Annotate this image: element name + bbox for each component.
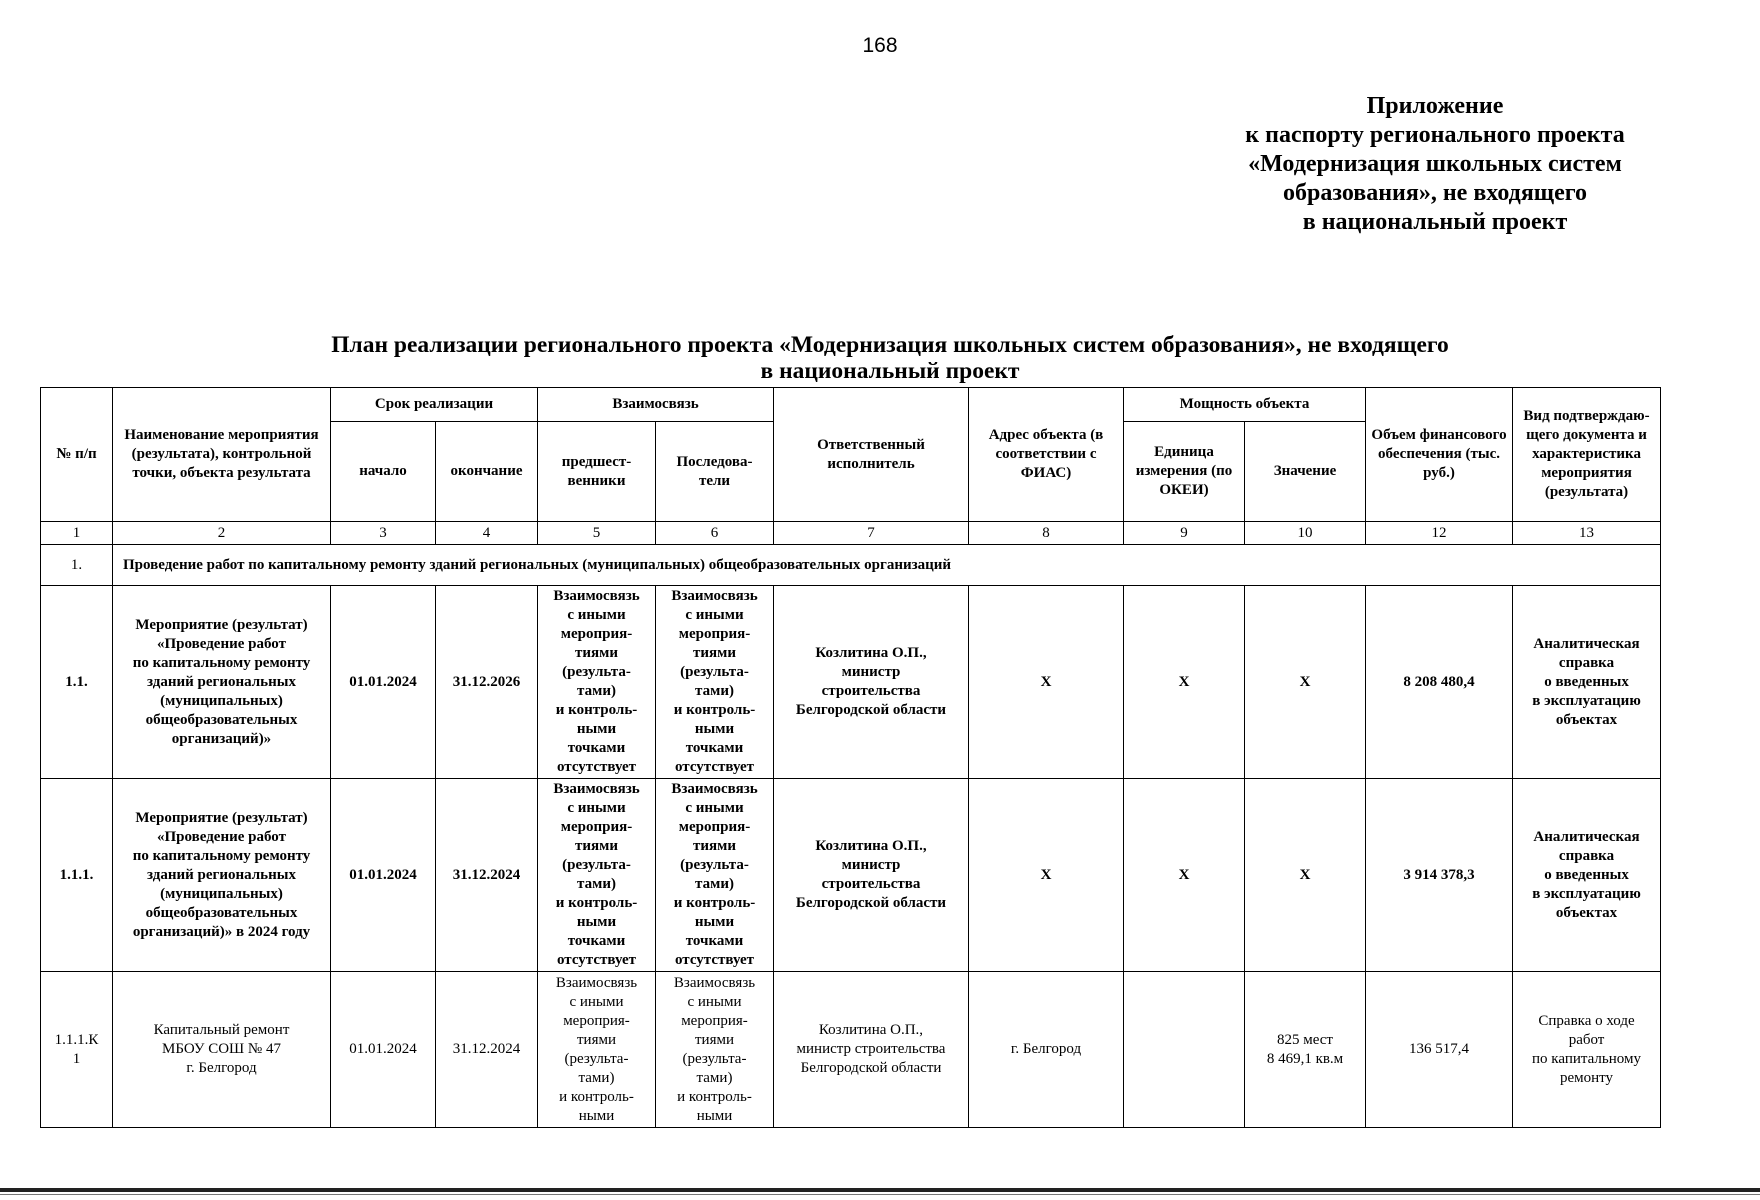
appendix-line: к паспорту регионального проекта xyxy=(1245,122,1625,148)
header-address: Адрес объекта (в соответствии с ФИАС) xyxy=(969,388,1124,522)
header-successors: Последова- тели xyxy=(656,422,774,522)
header-funding: Объем финансового обеспечения (тыс. руб.) xyxy=(1366,388,1513,522)
column-number: 12 xyxy=(1366,522,1513,545)
appendix-line: в национальный проект xyxy=(1302,209,1568,235)
row-end: 31.12.2024 xyxy=(436,972,538,1128)
header-num: № п/п xyxy=(41,388,113,522)
row-doc-type: Аналитическая справка о введенных в эксплуатацию объектах xyxy=(1513,586,1661,779)
header-end: окончание xyxy=(436,422,538,522)
bottom-rule-thin xyxy=(0,1194,1760,1195)
row-predecessors: Взаимосвязь с иными мероприя- тиями (результа- тами) и контроль- ными xyxy=(538,972,656,1128)
appendix-heading xyxy=(1240,92,1630,237)
row-successors: Взаимосвязь с иными мероприя- тиями (результа- тами) и контроль- ными точками отсутствует xyxy=(656,779,774,972)
row-number: 1.1.1. xyxy=(41,779,113,972)
row-successors: Взаимосвязь с иными мероприя- тиями (результа- тами) и контроль- ными точками отсутствует xyxy=(656,586,774,779)
row-responsible: Козлитина О.П., министр строительства Белгородской области xyxy=(774,972,969,1128)
header-responsible: Ответственный исполнитель xyxy=(774,388,969,522)
header-doc-type: Вид подтверждаю- щего документа и характеристика мероприятия (результата) xyxy=(1513,388,1661,522)
row-predecessors: Взаимосвязь с иными мероприя- тиями (результа- тами) и контроль- ными точками отсутствует xyxy=(538,779,656,972)
column-number: 8 xyxy=(969,522,1124,545)
table-row xyxy=(41,779,1661,972)
row-start: 01.01.2024 xyxy=(331,972,436,1128)
row-value: 825 мест 8 469,1 кв.м xyxy=(1245,972,1366,1128)
row-start: 01.01.2024 xyxy=(331,779,436,972)
section-row xyxy=(41,545,1661,586)
column-number: 9 xyxy=(1124,522,1245,545)
row-successors: Взаимосвязь с иными мероприя- тиями (результа- тами) и контроль- ными xyxy=(656,972,774,1128)
column-number: 1 xyxy=(41,522,113,545)
plan-title xyxy=(240,332,1540,384)
header-value: Значение xyxy=(1245,422,1366,522)
row-value: X xyxy=(1245,779,1366,972)
header-predecessors: предшест- венники xyxy=(538,422,656,522)
column-number: 10 xyxy=(1245,522,1366,545)
appendix-line: Приложение xyxy=(1366,93,1504,119)
section-number: 1. xyxy=(41,545,113,586)
row-name: Мероприятие (результат) «Проведение работ по капитальному ремонту зданий региональных (муниципальных) общеобразовательных организаций)» в 2024 году xyxy=(113,779,331,972)
row-funding: 8 208 480,4 xyxy=(1366,586,1513,779)
row-name: Мероприятие (результат) «Проведение работ по капитальному ремонту зданий региональных (муниципальных) общеобразовательных организаций)» xyxy=(113,586,331,779)
table-row xyxy=(41,586,1661,779)
row-address: г. Белгород xyxy=(969,972,1124,1128)
row-unit: X xyxy=(1124,586,1245,779)
bottom-rule xyxy=(0,1188,1760,1192)
row-name: Капитальный ремонт МБОУ СОШ № 47 г. Белгород xyxy=(113,972,331,1128)
row-funding: 136 517,4 xyxy=(1366,972,1513,1128)
header-period: Срок реализации xyxy=(331,388,538,422)
section-title: Проведение работ по капитальному ремонту зданий региональных (муниципальных) общеобразовательных организаций xyxy=(113,545,1661,586)
row-end: 31.12.2026 xyxy=(436,586,538,779)
column-number: 7 xyxy=(774,522,969,545)
column-number: 2 xyxy=(113,522,331,545)
header-start: начало xyxy=(331,422,436,522)
row-responsible: Козлитина О.П., министр строительства Белгородской области xyxy=(774,586,969,779)
row-end: 31.12.2024 xyxy=(436,779,538,972)
row-doc-type: Справка о ходе работ по капитальному ремонту xyxy=(1513,972,1661,1128)
column-number: 4 xyxy=(436,522,538,545)
row-funding: 3 914 378,3 xyxy=(1366,779,1513,972)
row-doc-type: Аналитическая справка о введенных в эксплуатацию объектах xyxy=(1513,779,1661,972)
row-address: X xyxy=(969,586,1124,779)
appendix-line: образования», не входящего xyxy=(1282,180,1588,206)
plan-title-line: План реализации регионального проекта «Модернизация школьных систем образования», не входящего xyxy=(331,332,1449,358)
table-row xyxy=(41,972,1661,1128)
header-capacity: Мощность объекта xyxy=(1124,388,1366,422)
row-unit: X xyxy=(1124,779,1245,972)
column-number: 13 xyxy=(1513,522,1661,545)
header-unit: Единица измерения (по ОКЕИ) xyxy=(1124,422,1245,522)
page-number: 168 xyxy=(862,34,898,57)
column-number: 5 xyxy=(538,522,656,545)
row-start: 01.01.2024 xyxy=(331,586,436,779)
appendix-line: «Модернизация школьных систем xyxy=(1248,151,1622,177)
row-responsible: Козлитина О.П., министр строительства Белгородской области xyxy=(774,779,969,972)
row-number: 1.1.1.К 1 xyxy=(41,972,113,1128)
column-number: 3 xyxy=(331,522,436,545)
header-name: Наименование мероприятия (результата), контрольной точки, объекта результата xyxy=(113,388,331,522)
column-number-row xyxy=(41,522,1661,545)
row-unit xyxy=(1124,972,1245,1128)
row-value: X xyxy=(1245,586,1366,779)
row-address: X xyxy=(969,779,1124,972)
header-relation: Взаимосвязь xyxy=(538,388,774,422)
column-number: 6 xyxy=(656,522,774,545)
row-predecessors: Взаимосвязь с иными мероприя- тиями (результа- тами) и контроль- ными точками отсутствует xyxy=(538,586,656,779)
plan-table xyxy=(40,387,1661,1128)
row-number: 1.1. xyxy=(41,586,113,779)
header-row xyxy=(41,388,1661,422)
plan-title-line: в национальный проект xyxy=(760,358,1020,384)
